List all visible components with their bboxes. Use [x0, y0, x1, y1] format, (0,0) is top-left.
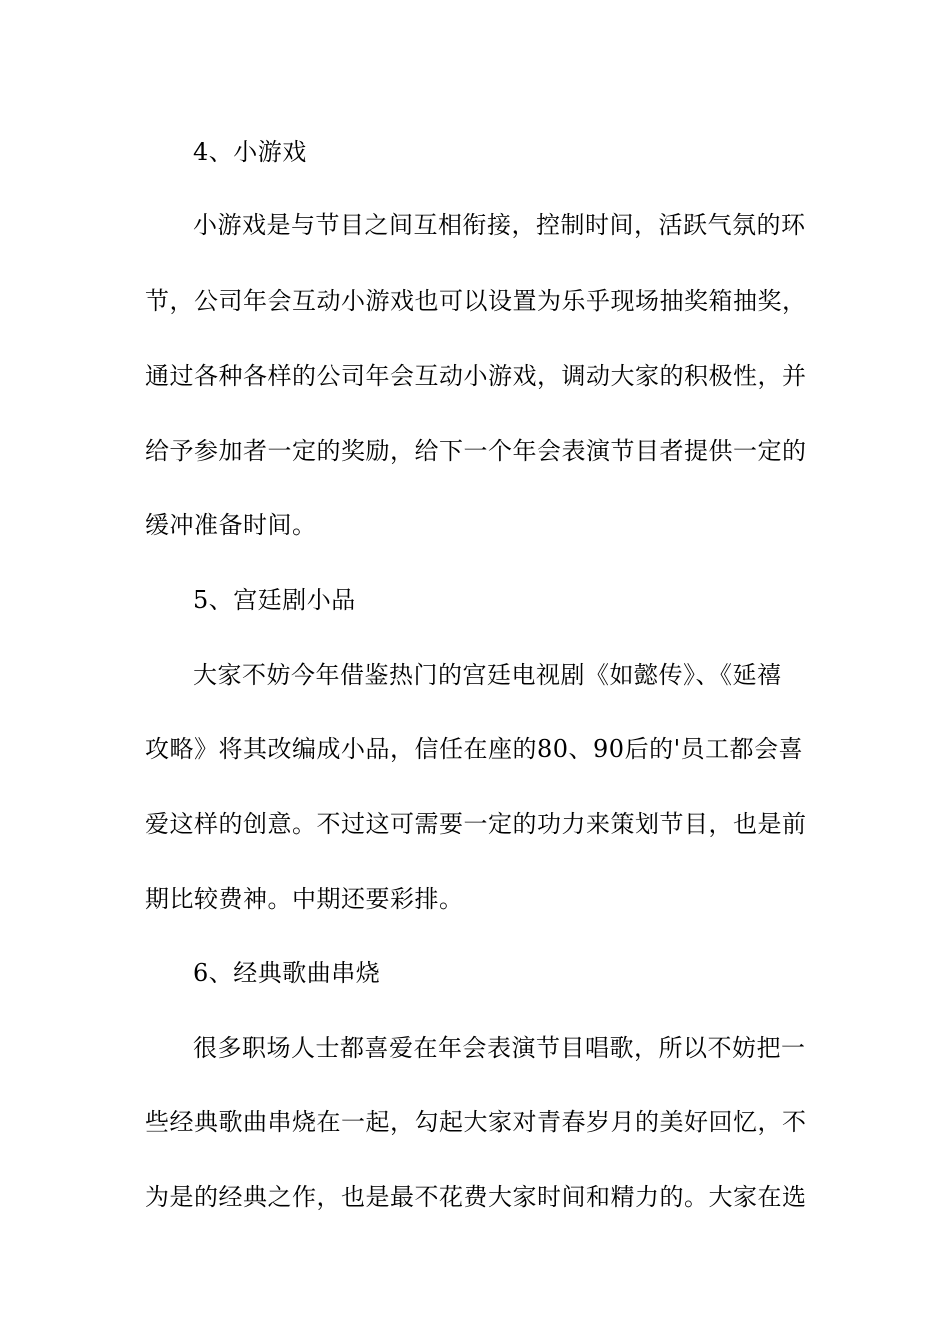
- paragraph-line: 节，公司年会互动小游戏也可以设置为乐乎现场抽奖箱抽奖，: [145, 287, 807, 315]
- paragraph-line: 给予参加者一定的奖励，给下一个年会表演节目者提供一定的: [145, 437, 807, 465]
- paragraph-line: 爱这样的创意。不过这可需要一定的功力来策划节目，也是前: [145, 810, 807, 838]
- section-heading-6: 6、经典歌曲串烧: [193, 959, 381, 987]
- paragraph-line: 通过各种各样的公司年会互动小游戏，调动大家的积极性，并: [145, 362, 807, 390]
- paragraph-line: 缓冲准备时间。: [145, 511, 317, 539]
- paragraph-line: 些经典歌曲串烧在一起，勾起大家对青春岁月的美好回忆，不: [145, 1108, 807, 1136]
- paragraph-line: 攻略》将其改编成小品，信任在座的80、90后的'员工都会喜: [145, 735, 804, 763]
- paragraph-line: 小游戏是与节目之间互相衔接，控制时间，活跃气氛的环: [193, 211, 806, 239]
- section-heading-4: 4、小游戏: [193, 138, 307, 166]
- paragraph-line: 为是的经典之作，也是最不花费大家时间和精力的。大家在选: [145, 1183, 807, 1211]
- paragraph-line: 大家不妨今年借鉴热门的宫廷电视剧《如懿传》、《延禧: [193, 661, 782, 689]
- paragraph-line: 期比较费神。中期还要彩排。: [145, 885, 464, 913]
- section-heading-5: 5、宫廷剧小品: [193, 586, 356, 614]
- paragraph-line: 很多职场人士都喜爱在年会表演节目唱歌，所以不妨把一: [193, 1034, 806, 1062]
